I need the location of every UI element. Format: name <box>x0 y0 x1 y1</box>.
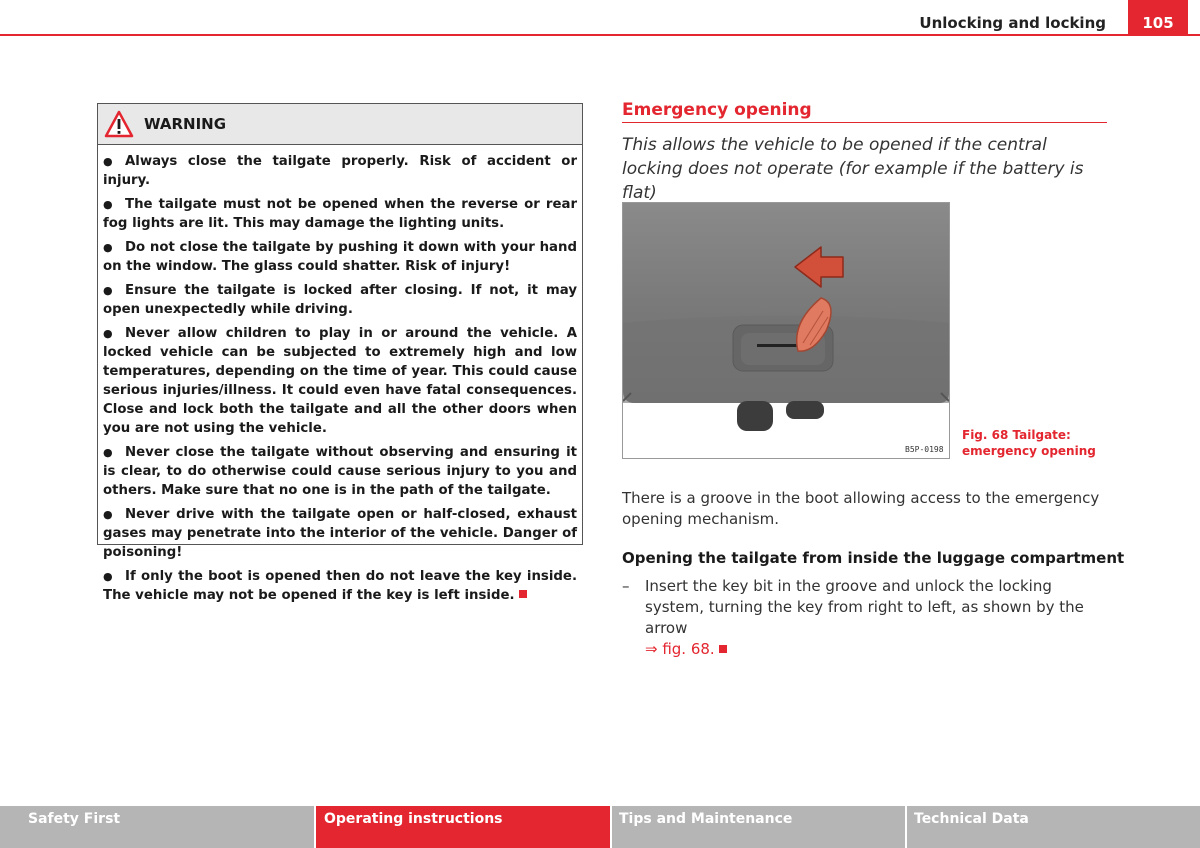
tailgate-figure <box>622 202 950 459</box>
warning-item: ● Never close the tailgate without observing and ensuring it is clear, to do otherwise could cause serious injury to you and others. Make sure that no one is in the path of the tailgate. <box>103 445 577 498</box>
bullet-icon: ● <box>103 241 113 254</box>
end-marker-icon <box>719 645 727 653</box>
bullet-icon: ● <box>103 508 113 521</box>
warning-item: ● Always close the tailgate properly. Risk of accident or injury. <box>103 154 577 188</box>
step-dash: – <box>622 577 630 595</box>
tab-tips-and-maintenance[interactable]: Tips and Maintenance <box>612 806 905 848</box>
warning-box <box>97 103 583 603</box>
bullet-icon: ● <box>103 327 113 340</box>
warning-list <box>98 145 582 605</box>
figure-code: B5P-0198 <box>905 445 944 454</box>
warning-item: ● The tailgate must not be opened when the reverse or rear fog lights are lit. This may damage the lighting units. <box>103 197 577 231</box>
figure-caption: Fig. 68 Tailgate: emergency opening <box>962 428 1096 458</box>
warning-label: WARNING <box>144 115 227 133</box>
tailgate-illustration <box>623 203 950 459</box>
bullet-icon: ● <box>103 284 113 297</box>
figure-reference-link[interactable]: ⇒ fig. 68. <box>645 640 715 658</box>
warning-item: ● Never allow children to play in or around the vehicle. A locked vehicle can be subjected to extremely high and low temperatures, depending on the time of year. This could cause serious injuries/illness. It could even have fatal consequences. Close and lock both the tailgate and all the other doors when you are not using the vehicle. <box>103 326 577 436</box>
bullet-icon: ● <box>103 570 113 583</box>
tab-operating-instructions[interactable]: Operating instructions <box>316 806 610 848</box>
header-divider <box>0 34 1200 36</box>
instruction-step <box>622 576 1102 660</box>
section-title: Unlocking and locking <box>919 14 1106 32</box>
warning-item: ● Ensure the tailgate is locked after closing. If not, it may open unexpectedly while driving. <box>103 283 577 317</box>
page-number: 105 <box>1128 0 1188 36</box>
emergency-intro: This allows the vehicle to be opened if the central locking does not operate (for example if the battery is flat) <box>622 135 1084 203</box>
warning-item: ● Do not close the tailgate by pushing it down with your hand on the window. The glass could shatter. Risk of injury! <box>103 240 577 274</box>
bullet-icon: ● <box>103 198 113 211</box>
emergency-heading: Emergency opening <box>622 100 1107 123</box>
step-text: Insert the key bit in the groove and unlock the locking system, turning the key from right to left, as shown by the arrow ⇒ fig. 68. <box>645 577 1084 658</box>
emergency-section <box>622 100 1107 205</box>
warning-item: ● Never drive with the tailgate open or half-closed, exhaust gases may penetrate into the interior of the vehicle. Danger of poisoning! <box>103 507 577 560</box>
emergency-body: There is a groove in the boot allowing access to the emergency opening mechanism. <box>622 489 1100 528</box>
tab-safety-first[interactable]: Safety First <box>0 806 314 848</box>
bullet-icon: ● <box>103 446 113 459</box>
warning-item: ● If only the boot is opened then do not leave the key inside. The vehicle may not be opened if the key is left inside. <box>103 569 577 603</box>
footer-nav <box>0 806 1200 848</box>
warning-triangle-icon <box>104 110 134 138</box>
emergency-subheading: Opening the tailgate from inside the luggage compartment <box>622 549 1125 567</box>
tab-technical-data[interactable]: Technical Data <box>907 806 1200 848</box>
end-marker-icon <box>519 590 527 598</box>
bullet-icon: ● <box>103 155 113 168</box>
warning-header <box>98 104 582 145</box>
